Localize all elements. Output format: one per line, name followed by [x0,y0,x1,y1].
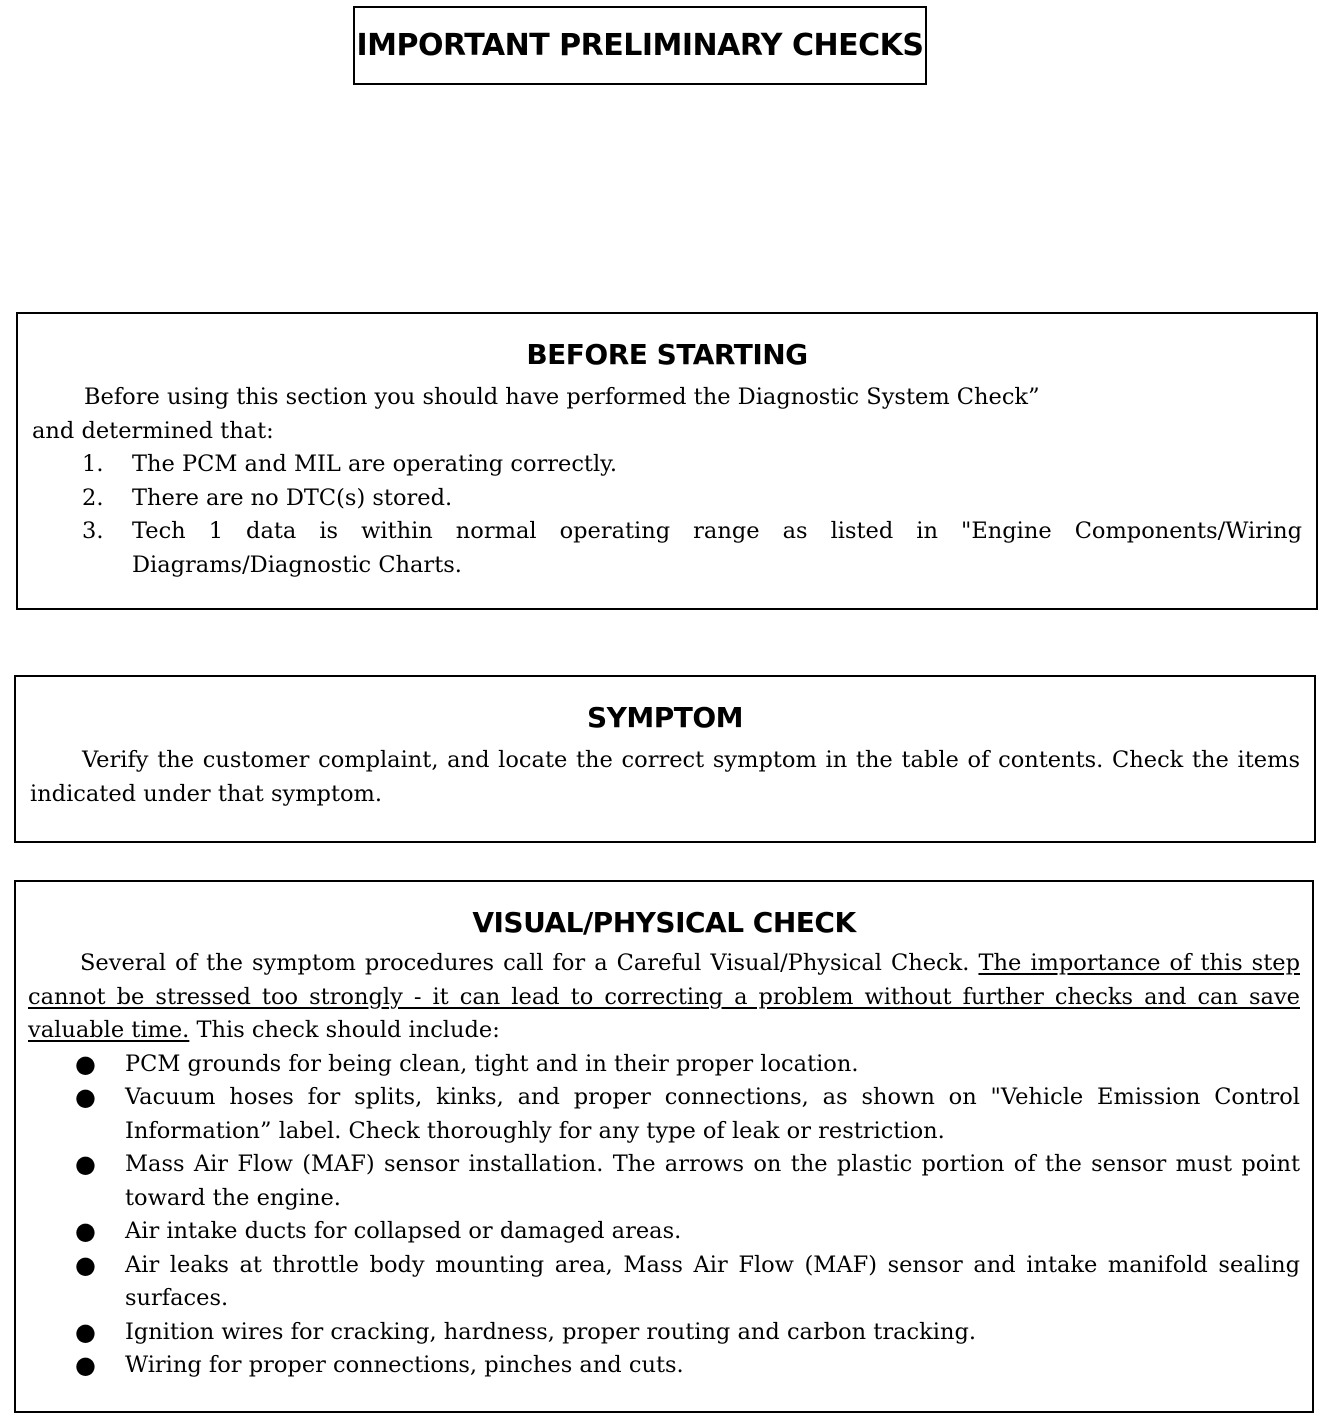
list-item-number: 3. [82,518,104,544]
bullet-icon: ● [75,1351,96,1379]
before-starting-section [16,312,1318,610]
list-item-text: The PCM and MIL are operating correctly. [132,451,618,477]
bullet-icon: ● [75,1083,96,1111]
list-item [28,1249,1300,1316]
list-item-text: PCM grounds for being clean, tight and in their proper location. [125,1050,859,1077]
list-item-text: Air intake ducts for collapsed or damaged areas. [125,1218,682,1244]
list-item [28,1316,1300,1350]
list-item-text: Mass Air Flow (MAF) sensor installation. The arrows on the plastic portion of the sensor must point toward the engine. [125,1151,1300,1211]
list-item-number: 1. [82,451,104,477]
symptom-section [14,675,1316,843]
visual-check-section [14,880,1314,1413]
list-item [28,1215,1300,1249]
list-item [32,515,1302,582]
list-item-text: There are no DTC(s) stored. [132,484,453,511]
bullet-icon: ● [75,1250,96,1279]
bullet-icon: ● [75,1317,96,1346]
bullet-icon: ● [75,1217,96,1245]
visual-check-intro-tail: This check should include: [189,1017,500,1043]
page-title-box [353,6,927,85]
before-starting-intro: Before using this section you should have performed the Diagnostic System Check” and determined that: [32,384,1040,444]
list-item [32,482,1302,516]
before-starting-heading: BEFORE STARTING [526,338,808,371]
list-item-text: Tech 1 data is within normal operating range as listed in "Engine Components/Wiring Diagrams/Diagnostic Charts. [132,518,1302,578]
list-item-text: Air leaks at throttle body mounting area, Mass Air Flow (MAF) sensor and intake manifold sealing surfaces. [125,1251,1300,1311]
list-item-text: Wiring for proper connections, pinches and cuts. [125,1352,684,1378]
visual-check-heading: VISUAL/PHYSICAL CHECK [472,906,856,939]
visual-check-list [28,1048,1300,1383]
list-item [28,1349,1300,1383]
before-starting-list [32,448,1302,582]
list-item [28,1081,1300,1148]
visual-check-intro [28,947,1300,1048]
visual-check-intro-text: Several of the symptom procedures call for a Careful Visual/Physical Check. [80,950,979,976]
symptom-heading: SYMPTOM [586,701,744,734]
list-item [32,448,1302,482]
list-item [28,1048,1300,1082]
list-item [28,1148,1300,1215]
symptom-body: Verify the customer complaint, and locate the correct symptom in the table of contents. Check the items indicated under that symptom. [30,747,1300,807]
list-item-number: 2. [82,484,104,511]
list-item-text: Ignition wires for cracking, hardness, proper routing and carbon tracking. [125,1318,977,1345]
list-item-text: Vacuum hoses for splits, kinks, and proper connections, as shown on "Vehicle Emission Control Information” label. Check thoroughly for any type of leak or restriction. [125,1084,1300,1144]
bullet-icon: ● [75,1150,96,1178]
page-title: IMPORTANT PRELIMINARY CHECKS [356,28,924,63]
visual-check-emphasis: The importance of this step cannot be stressed too strongly - it can lead to correcting a problem without further checks and can save valuable time. [28,950,1300,1043]
bullet-icon: ● [75,1049,96,1078]
